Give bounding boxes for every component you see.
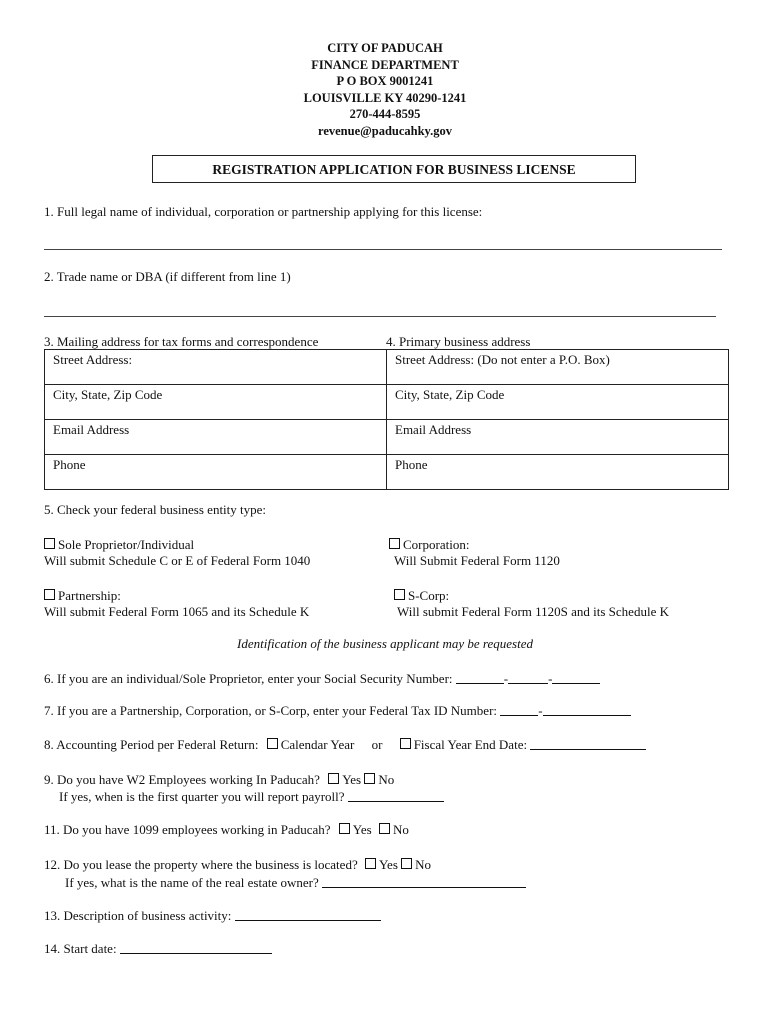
corp-note: Will Submit Federal Form 1120 <box>394 553 560 568</box>
q8-label: 8. Accounting Period per Federal Return: <box>44 737 259 752</box>
q12-row <box>44 857 431 873</box>
or-label: or <box>371 737 383 752</box>
q11-yes-checkbox[interactable] <box>339 823 350 834</box>
q9-no-label: No <box>378 772 395 787</box>
corporation-checkbox[interactable] <box>389 538 400 549</box>
start-date-field[interactable] <box>120 942 272 954</box>
q8-row <box>44 737 646 753</box>
q9-yes-label: Yes <box>342 772 362 787</box>
q12-followup-row <box>65 875 526 891</box>
q12-label: 12. Do you lease the property where the business is located? <box>44 857 358 872</box>
q11-row <box>44 822 409 838</box>
q12-followup-label: If yes, what is the name of the real estate owner? <box>65 875 319 890</box>
q9-followup-label: If yes, when is the first quarter you will report payroll? <box>59 789 345 804</box>
q13-label: 13. Description of business activity: <box>44 908 232 923</box>
fiscal-year-end-field[interactable] <box>530 738 646 750</box>
q2-answer-line[interactable] <box>44 316 716 317</box>
header-block <box>0 40 770 140</box>
table-row <box>45 420 729 455</box>
q4-label: 4. Primary business address <box>386 334 531 349</box>
scorp-label: S-Corp: <box>408 588 450 603</box>
mailing-phone-field[interactable]: Phone <box>45 455 387 490</box>
ein-part1-field[interactable] <box>500 704 538 716</box>
s-corp-checkbox[interactable] <box>394 589 405 600</box>
scorp-note: Will submit Federal Form 1120S and its Schedule K <box>397 604 669 619</box>
q9-followup-row <box>59 789 444 805</box>
table-row <box>45 385 729 420</box>
q14-row <box>44 941 272 957</box>
fiscal-year-label: Fiscal Year End Date: <box>413 737 528 752</box>
mailing-city-field[interactable]: City, State, Zip Code <box>45 385 387 420</box>
ssn-part3-field[interactable] <box>552 672 600 684</box>
partnership-checkbox[interactable] <box>44 589 55 600</box>
q1-answer-line[interactable] <box>44 249 722 250</box>
q6-label: 6. If you are an individual/Sole Proprietor, enter your Social Security Number: <box>44 671 453 686</box>
q13-row <box>44 908 381 924</box>
q9-label: 9. Do you have W2 Employees working In Paducah? <box>44 772 320 787</box>
q12-no-label: No <box>415 857 432 872</box>
business-activity-field[interactable] <box>235 909 381 921</box>
q12-yes-label: Yes <box>378 857 398 872</box>
fiscal-year-checkbox[interactable] <box>400 738 411 749</box>
sole-proprietor-checkbox[interactable] <box>44 538 55 549</box>
q1-label: 1. Full legal name of individual, corporation or partnership applying for this license: <box>44 204 483 219</box>
ein-part2-field[interactable] <box>543 704 631 716</box>
q11-label: 11. Do you have 1099 employees working in Paducah? <box>44 822 331 837</box>
q14-label: 14. Start date: <box>44 941 117 956</box>
q7-label: 7. If you are a Partnership, Corporation, or S-Corp, enter your Federal Tax ID Number: <box>44 703 498 718</box>
q2-label: 2. Trade name or DBA (if different from line 1) <box>44 269 291 284</box>
q5-label: 5. Check your federal business entity type: <box>44 502 267 517</box>
entity-corp <box>389 537 469 553</box>
header-line-phone: 270-444-8595 <box>349 107 421 122</box>
table-row <box>45 350 729 385</box>
entity-partnership <box>44 588 121 604</box>
business-phone-field[interactable]: Phone <box>387 455 729 490</box>
q12-yes-checkbox[interactable] <box>365 858 376 869</box>
q9-no-checkbox[interactable] <box>364 773 375 784</box>
business-city-field[interactable]: City, State, Zip Code <box>387 385 729 420</box>
sole-note: Will submit Schedule C or E of Federal Form 1040 <box>44 553 311 568</box>
payroll-quarter-field[interactable] <box>348 790 444 802</box>
calendar-year-checkbox[interactable] <box>267 738 278 749</box>
mailing-email-field[interactable]: Email Address <box>45 420 387 455</box>
q11-yes-label: Yes <box>352 822 372 837</box>
header-line-citystate: LOUISVILLE KY 40290-1241 <box>303 90 467 105</box>
entity-scorp <box>394 588 449 604</box>
q6-row: 6. If you are an individual/Sole Proprietor, enter your Social Security Number: - - <box>44 671 600 687</box>
address-table <box>44 349 729 490</box>
entity-sole <box>44 537 194 553</box>
identification-note: Identification of the business applicant may be requested <box>237 636 533 651</box>
form-title: REGISTRATION APPLICATION FOR BUSINESS LICENSE <box>152 155 636 183</box>
header-line-city: CITY OF PADUCAH <box>327 41 443 55</box>
header-line-dept: FINANCE DEPARTMENT <box>311 57 459 72</box>
q11-no-label: No <box>392 822 409 837</box>
calendar-year-label: Calendar Year <box>280 737 355 752</box>
ssn-part2-field[interactable] <box>508 672 548 684</box>
corp-label: Corporation: <box>403 537 470 552</box>
business-street-field[interactable]: Street Address: (Do not enter a P.O. Box) <box>387 350 729 385</box>
q12-no-checkbox[interactable] <box>401 858 412 869</box>
sole-label: Sole Proprietor/Individual <box>58 537 195 552</box>
q9-yes-checkbox[interactable] <box>328 773 339 784</box>
q9-row <box>44 772 394 788</box>
partnership-label: Partnership: <box>58 588 121 603</box>
ssn-part1-field[interactable] <box>456 672 504 684</box>
q7-row: 7. If you are a Partnership, Corporation, or S-Corp, enter your Federal Tax ID Number: - <box>44 703 631 719</box>
table-row <box>45 455 729 490</box>
partnership-note: Will submit Federal Form 1065 and its Schedule K <box>44 604 310 619</box>
header-line-email: revenue@paducahky.gov <box>318 123 452 138</box>
mailing-street-field[interactable]: Street Address: <box>45 350 387 385</box>
q3-label: 3. Mailing address for tax forms and correspondence <box>44 334 319 349</box>
business-email-field[interactable]: Email Address <box>387 420 729 455</box>
header-line-pobox: P O BOX 9001241 <box>336 74 434 89</box>
q11-no-checkbox[interactable] <box>379 823 390 834</box>
real-estate-owner-field[interactable] <box>322 876 526 888</box>
